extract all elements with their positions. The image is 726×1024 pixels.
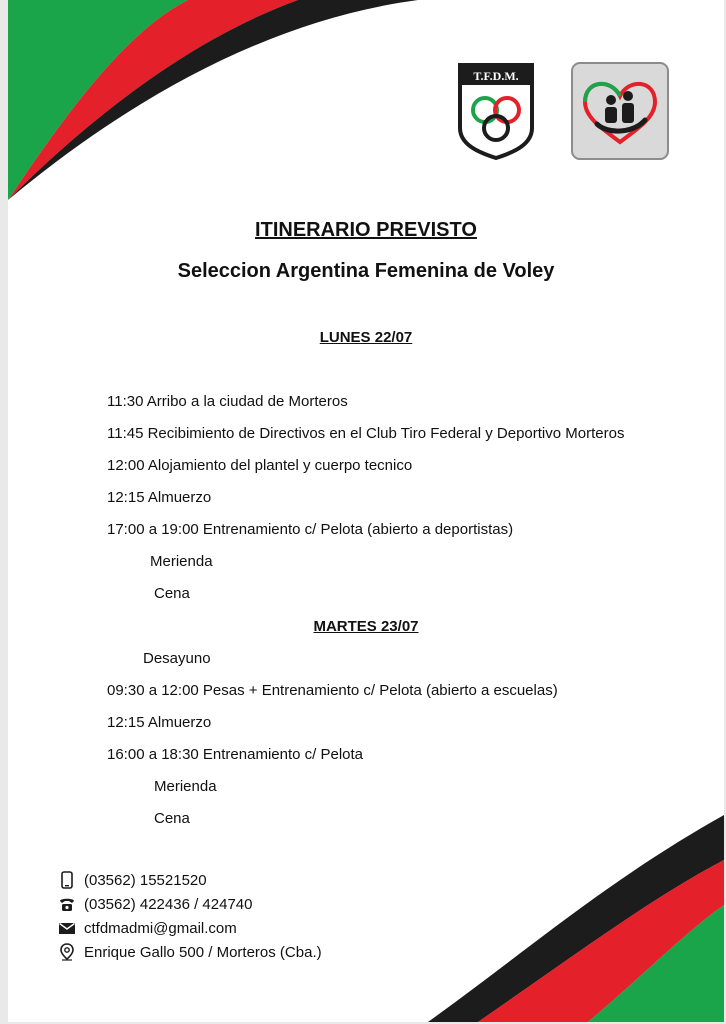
location-pin-icon: [58, 943, 76, 961]
list-item: 16:00 a 18:30 Entrenamiento c/ Pelota: [107, 746, 364, 763]
contact-mobile-text: (03562) 15521520: [84, 871, 207, 889]
contact-address: [58, 943, 322, 961]
contact-phone: [58, 895, 252, 913]
telephone-icon: [58, 895, 76, 913]
list-item: Cena: [154, 810, 190, 827]
list-item: 12:00 Alojamiento del plantel y cuerpo tecnico: [107, 457, 413, 474]
contact-email-text[interactable]: ctfdmadmi@gmail.com: [84, 919, 237, 937]
list-item: Cena: [154, 585, 190, 602]
mobile-phone-icon: [58, 871, 76, 889]
day-heading-monday: LUNES 22/07: [319, 329, 413, 346]
contact-phone-text: (03562) 422436 / 424740: [84, 895, 253, 913]
list-item: 11:45 Recibimiento de Directivos en el Club Tiro Federal y Deportivo Morteros: [107, 425, 625, 442]
list-item: Merienda: [150, 553, 213, 570]
list-item: 12:15 Almuerzo: [107, 714, 212, 731]
envelope-icon: [58, 919, 76, 937]
contact-email[interactable]: [58, 919, 237, 937]
list-item: Desayuno: [143, 650, 211, 667]
list-item: 17:00 a 19:00 Entrenamiento c/ Pelota (abierto a deportistas): [107, 521, 514, 538]
shield-logo-text: T.F.D.M.: [473, 69, 519, 83]
page-subtitle: Seleccion Argentina Femenina de Voley: [177, 260, 555, 282]
list-item: Merienda: [154, 778, 217, 795]
list-item: 12:15 Almuerzo: [107, 489, 212, 506]
contact-mobile: [58, 871, 207, 889]
contact-address-text: Enrique Gallo 500 / Morteros (Cba.): [84, 943, 322, 961]
list-item: 11:30 Arribo a la ciudad de Morteros: [107, 393, 348, 410]
tfdm-shield-logo: [457, 62, 535, 160]
day-heading-tuesday: MARTES 23/07: [313, 618, 419, 635]
page-title: ITINERARIO PREVISTO: [255, 219, 477, 241]
list-item: 09:30 a 12:00 Pesas + Entrenamiento c/ Pelota (abierto a escuelas): [107, 682, 558, 699]
document-page: [8, 0, 724, 1022]
family-heart-logo: [571, 62, 669, 160]
